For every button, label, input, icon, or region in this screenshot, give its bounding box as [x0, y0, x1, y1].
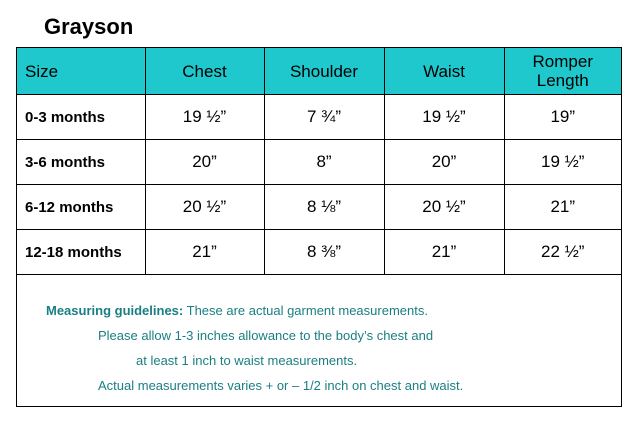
guidelines-line-2: Please allow 1-3 inches allowance to the body’s chest and: [98, 328, 434, 343]
size-table: [17, 48, 621, 275]
table-row: [17, 95, 621, 140]
waist-cell: 19 ½”: [384, 95, 504, 140]
shoulder-cell: 8 ⅛”: [264, 185, 384, 230]
header-chest: Chest: [145, 48, 264, 95]
header-shoulder: Shoulder: [264, 48, 384, 95]
size-cell: 0-3 months: [17, 95, 145, 140]
guidelines-line-3: at least 1 inch to waist measurements.: [136, 353, 358, 368]
shoulder-cell: 7 ¾”: [264, 95, 384, 140]
guidelines-text: These are actual garment measurements.: [183, 303, 428, 318]
header-romper-length: Romper Length: [504, 48, 621, 95]
shoulder-cell: 8”: [264, 140, 384, 185]
romper-length-cell: 22 ½”: [504, 230, 621, 275]
size-chart: [16, 47, 622, 407]
page-title: Grayson: [44, 14, 134, 39]
chest-cell: 21”: [145, 230, 264, 275]
table-header-row: [17, 48, 621, 95]
header-waist: Waist: [384, 48, 504, 95]
table-row: [17, 140, 621, 185]
measuring-guidelines: [17, 282, 621, 406]
guidelines-line-4: Actual measurements varies + or – 1/2 inch on chest and waist.: [98, 378, 464, 393]
table-row: [17, 230, 621, 275]
header-size: Size: [17, 48, 145, 95]
shoulder-cell: 8 ⅜”: [264, 230, 384, 275]
chest-cell: 20 ½”: [145, 185, 264, 230]
size-cell: 6-12 months: [17, 185, 145, 230]
waist-cell: 20”: [384, 140, 504, 185]
guidelines-line-1: [46, 303, 428, 318]
guidelines-heading: Measuring guidelines:: [46, 303, 184, 318]
size-cell: 3-6 months: [17, 140, 145, 185]
chest-cell: 20”: [145, 140, 264, 185]
romper-length-cell: 19”: [504, 95, 621, 140]
waist-cell: 20 ½”: [384, 185, 504, 230]
size-cell: 12-18 months: [17, 230, 145, 275]
chest-cell: 19 ½”: [145, 95, 264, 140]
romper-length-cell: 21”: [504, 185, 621, 230]
romper-length-cell: 19 ½”: [504, 140, 621, 185]
waist-cell: 21”: [384, 230, 504, 275]
table-row: [17, 185, 621, 230]
